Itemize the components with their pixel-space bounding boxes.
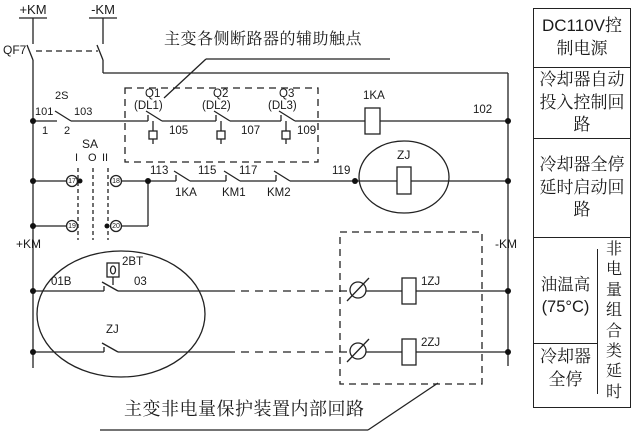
terminal-plus-km — [19, 18, 47, 44]
sa-contact-20: 20 — [112, 223, 120, 230]
breaker-dl2-label: (DL2) — [202, 100, 231, 112]
wire-109-label: 109 — [297, 125, 317, 137]
breaker-q2-label: Q2 — [213, 88, 229, 100]
sa-pos-i-label: I — [75, 152, 79, 164]
bt-sensor-box — [107, 263, 119, 277]
test-plug-q3 — [282, 121, 290, 144]
coil-2zj-label: 2ZJ — [421, 337, 441, 349]
wire-119-label: 119 — [332, 165, 351, 177]
sa-switch — [33, 168, 148, 240]
coil-2zj — [402, 339, 416, 365]
wire-117-label: 117 — [239, 165, 258, 177]
legend-cell-cooler-stop: 冷却器全停 — [540, 347, 591, 389]
plus-km-mid-label: +KM — [16, 237, 42, 251]
terminal-minus-km — [89, 18, 117, 44]
wire-113-label: 113 — [150, 165, 169, 177]
test-plug-q1 — [149, 121, 157, 144]
contact-km2-label: KM2 — [267, 187, 291, 199]
wire-01b-label: 01B — [51, 276, 72, 288]
minus-km-mid-label: -KM — [495, 237, 517, 251]
zj-relay-label: ZJ — [397, 148, 411, 162]
breaker-dl3-label: (DL3) — [268, 100, 297, 112]
legend-vertical-category: 非电量组合类延时 — [606, 240, 623, 401]
bt-sensor-label: 2BT — [122, 256, 144, 268]
sa-contact-19: 19 — [68, 223, 76, 230]
qf7-label: QF7 — [3, 43, 27, 57]
wire-03-label: 03 — [134, 276, 147, 288]
terminal-1-label: 1 — [42, 125, 49, 137]
minus-km-top-label: -KM — [91, 2, 115, 17]
coil-1zj-label: 1ZJ — [421, 276, 441, 288]
wire-115-label: 115 — [198, 165, 217, 177]
protection-device-ellipse — [37, 251, 205, 377]
coil-1ka — [365, 108, 380, 134]
legend-cell-oil-temp: 油温高(75°C) — [534, 249, 597, 344]
contact-1ka-label: 1KA — [175, 187, 197, 199]
test-plug-q2 — [217, 121, 225, 144]
top-wire-and-right-bus — [103, 60, 508, 366]
wire-103-label: 103 — [74, 106, 93, 118]
legend-row-cooler-auto: 冷却器自动投入控制回路 — [534, 68, 630, 139]
wire-102-label: 102 — [473, 104, 493, 116]
coil-1zj — [402, 278, 416, 304]
legend-table — [533, 8, 631, 408]
legend-row-split — [534, 238, 630, 405]
sa-label: SA — [82, 137, 99, 151]
qf7-breaker-contacts — [27, 45, 103, 60]
sa-contact-17: 17 — [68, 178, 76, 185]
legend-row-cooler-stop-delay: 冷却器全停延时启动回路 — [534, 139, 630, 238]
legend-row-control-power: DC110V控制电源 — [534, 9, 630, 68]
protection-internal-box — [340, 232, 482, 384]
plus-km-top-label: +KM — [19, 2, 47, 17]
breaker-dl1-label: (DL1) — [134, 100, 163, 112]
breaker-q3-label: Q3 — [279, 88, 295, 100]
zj-contact-label: ZJ — [106, 324, 119, 336]
bottom-note: 主变非电量保护装置内部回路 — [124, 399, 365, 419]
sa-contact-18: 18 — [112, 178, 120, 185]
wire-105-label: 105 — [169, 125, 189, 137]
terminal-2-label: 2 — [64, 125, 71, 137]
wire-107-label: 107 — [241, 125, 261, 137]
coil-zj — [397, 167, 411, 194]
switch-2s-label: 2S — [55, 90, 69, 102]
sa-pos-ii-label: II — [102, 152, 109, 164]
contact-km1-label: KM1 — [222, 187, 246, 199]
sa-pos-o-label: O — [88, 152, 97, 164]
wire-101-label: 101 — [35, 106, 54, 118]
top-note: 主变各侧断路器的辅助触点 — [164, 31, 363, 48]
breaker-q1-label: Q1 — [145, 88, 161, 100]
coil-1ka-label: 1KA — [363, 90, 385, 102]
